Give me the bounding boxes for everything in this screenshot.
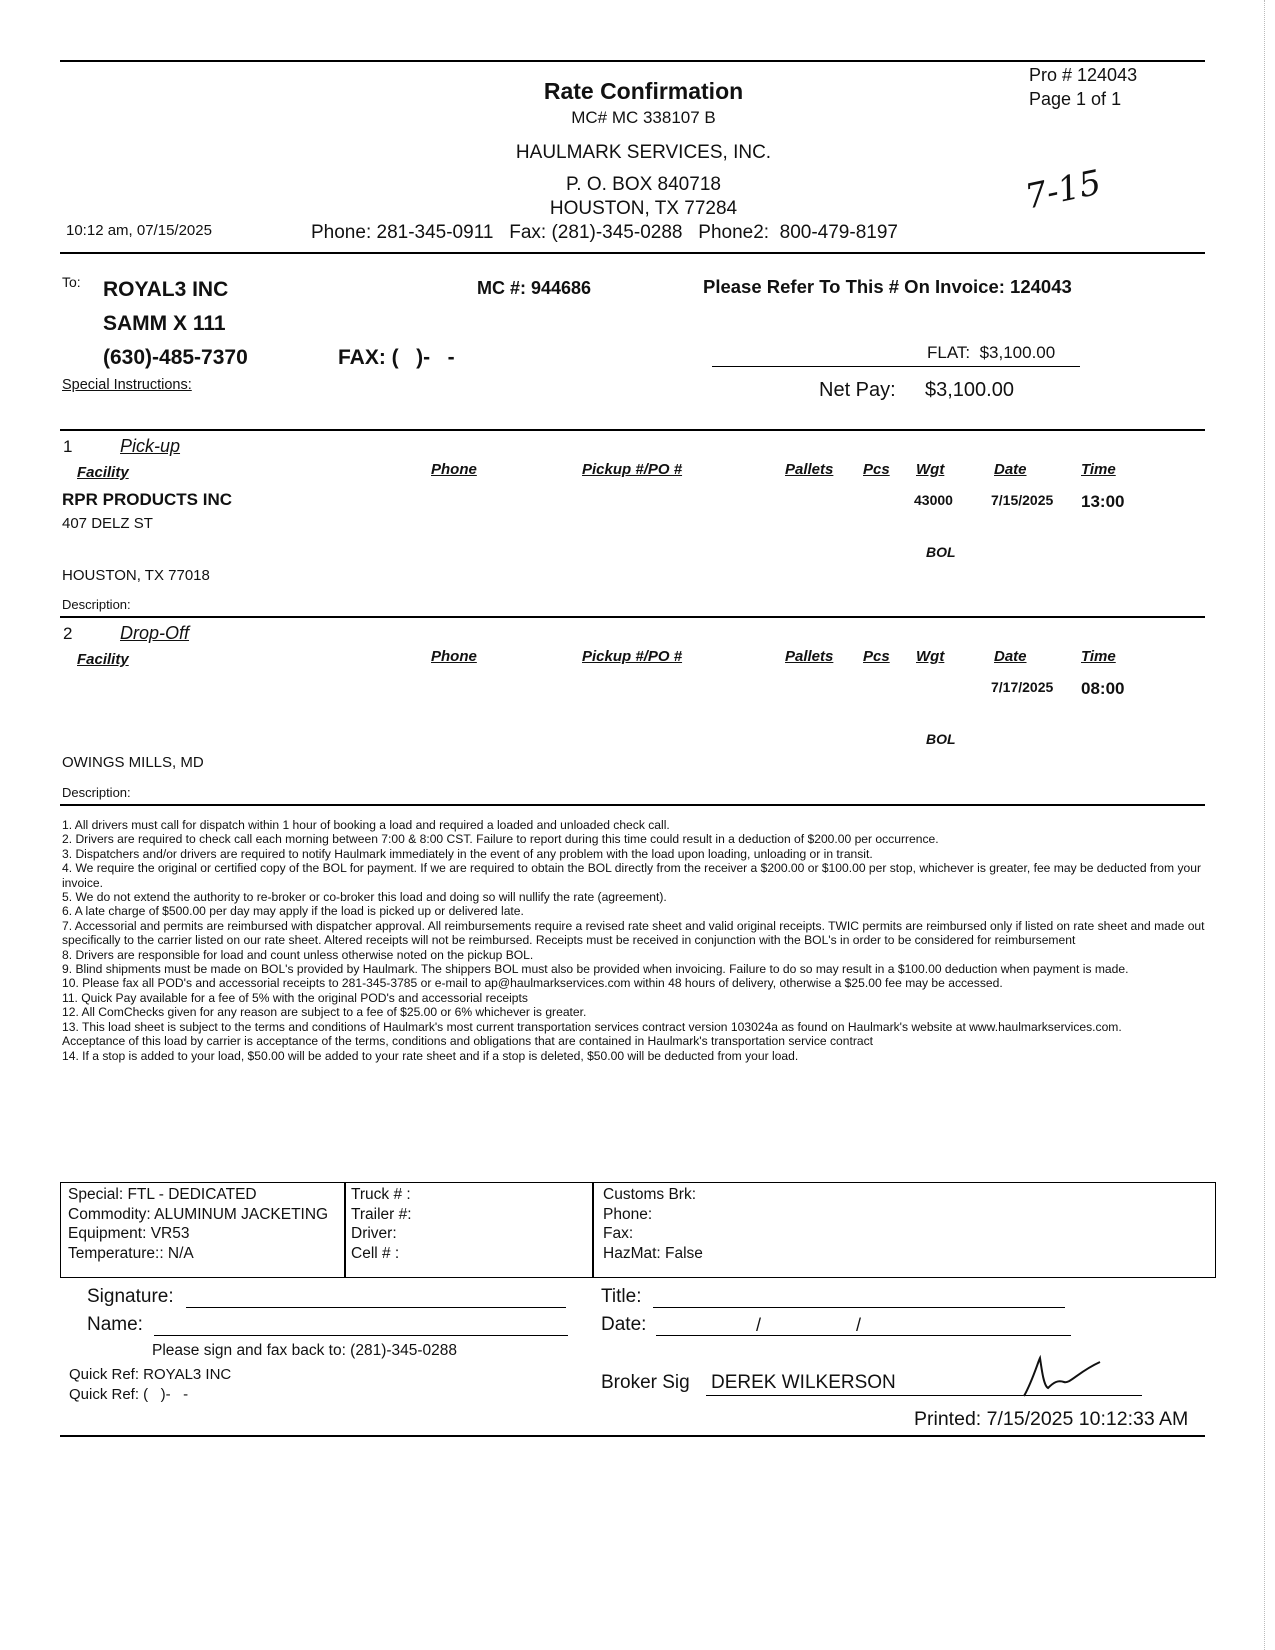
- flat-rate: FLAT: $3,100.00: [927, 343, 1056, 362]
- column-wgt: Wgt: [916, 648, 945, 665]
- special-instructions-label: Special Instructions:: [62, 377, 192, 393]
- broker-address-line1: P. O. BOX 840718: [566, 174, 721, 195]
- customs-fax-field: Fax:: [603, 1225, 634, 1242]
- stop-type: Pick-up: [120, 436, 181, 456]
- carrier-fax: FAX: ( )- -: [338, 346, 455, 369]
- term-item: 5. We do not extend the authority to re-broker or co-broker this load and doing so will nullify the rate (agreement).: [62, 890, 667, 905]
- term-item: 3. Dispatchers and/or drivers are required to notify Haulmark immediately in the event of any problem with the load upon loading, unloading or in transit.: [62, 846, 873, 861]
- trailer-field: Trailer #:: [351, 1205, 412, 1223]
- term-item: 10. Please fax all POD's and accessorial receipts to 281-345-3785 or e-mail to ap@haulmarkservices.com within 48 hours of delivery, otherwise a $25.00 fee may be accessed.: [62, 976, 1003, 991]
- rate-total-line: [712, 366, 1080, 367]
- quick-ref-fax: Quick Ref: ( )- -: [69, 1386, 189, 1403]
- column-pickup-po: Pickup #/PO #: [582, 648, 683, 665]
- load-info-col1: [68, 1185, 342, 1263]
- commodity-field: Commodity: ALUMINUM JACKETING: [68, 1205, 329, 1223]
- invoice-reference: Please Refer To This # On Invoice: 124043: [703, 276, 1072, 297]
- term-item: 2. Drivers are required to check call each morning between 7:00 & 8:00 CST. Failure to report during this time could result in a deduction of $200.00 per occurrence.: [62, 832, 939, 847]
- title-line[interactable]: [653, 1307, 1065, 1308]
- pro-number: Pro # 124043: [1029, 65, 1138, 85]
- facility-street: 407 DELZ ST: [62, 515, 153, 532]
- column-wgt: Wgt: [916, 461, 945, 478]
- net-pay-label: Net Pay:: [819, 379, 896, 401]
- term-item: 6. A late charge of $500.00 per day may apply if the load is picked up or delivered late.: [62, 904, 524, 919]
- term-item: 14. If a stop is added to your load, $50.00 will be added to your rate sheet and if a stop is deleted, $50.00 will be deducted from your load.: [62, 1048, 799, 1063]
- broker-signer-name: DEREK WILKERSON: [711, 1372, 896, 1393]
- broker-mc-number: MC# MC 338107 B: [571, 108, 716, 127]
- top-rule: [60, 60, 1205, 62]
- carrier-rule: [60, 429, 1205, 431]
- truck-field: Truck # :: [351, 1186, 411, 1203]
- stop-weight: 43000: [914, 492, 953, 508]
- term-item: 8. Drivers are responsible for load and count unless otherwise noted on the pickup BOL.: [62, 947, 534, 962]
- stop-type: Drop-Off: [120, 623, 190, 643]
- to-label: To:: [62, 274, 81, 290]
- term-item: Acceptance of this load by carrier is acceptance of the terms, conditions and obligations that are contained in Haulmark's transportation service contract: [62, 1034, 874, 1049]
- header-rule: [60, 252, 1205, 254]
- column-pcs: Pcs: [863, 461, 890, 478]
- column-time: Time: [1081, 461, 1116, 478]
- terms-rule: [60, 804, 1205, 806]
- scan-edge: [1264, 0, 1265, 1650]
- temperature-field: Temperature:: N/A: [68, 1244, 194, 1262]
- stop-rule: [60, 616, 1205, 618]
- name-label: Name:: [87, 1314, 143, 1335]
- load-info-col3: [603, 1185, 703, 1263]
- column-facility: Facility: [77, 464, 129, 481]
- facility-city: OWINGS MILLS, MD: [62, 754, 204, 771]
- customs-phone-field: Phone:: [603, 1205, 653, 1223]
- date-line[interactable]: [656, 1335, 1071, 1336]
- terms-and-conditions: [62, 818, 1212, 1063]
- name-line[interactable]: [154, 1335, 568, 1336]
- sign-fax-instructions: Please sign and fax back to: (281)-345-0288: [152, 1342, 458, 1359]
- description-label: Description:: [62, 597, 131, 612]
- stop-date: 7/17/2025: [991, 679, 1054, 695]
- stop-bol: BOL: [926, 544, 956, 560]
- term-item: 9. Blind shipments must be made on BOL's provided by Haulmark. The shippers BOL must also be provided when invoicing. Failure to do so may result in a $100.00 deduction when payment is made.: [62, 962, 1129, 977]
- carrier-phone: (630)-485-7370: [103, 346, 248, 369]
- column-phone: Phone: [431, 461, 477, 478]
- net-pay-amount: $3,100.00: [925, 379, 1014, 401]
- stop-time: 08:00: [1081, 679, 1125, 698]
- stop-number: 2: [63, 624, 73, 643]
- column-pcs: Pcs: [863, 648, 890, 665]
- signature-line[interactable]: [186, 1307, 566, 1308]
- column-phone: Phone: [431, 648, 477, 665]
- page-title: Rate Confirmation: [543, 78, 744, 104]
- column-facility: Facility: [77, 651, 129, 668]
- broker-address-line2: HOUSTON, TX 77284: [549, 198, 738, 219]
- term-item: 4. We require the original or certified copy of the BOL for payment. If we are required to obtain the BOL directly from the receiver a $200.00 or $100.00 per stop, whichever is greater, fee may be deducted from your invoice.: [62, 861, 1201, 890]
- column-date: Date: [994, 461, 1027, 478]
- load-info-divider: [344, 1182, 346, 1277]
- broker-signature-mark: [1018, 1352, 1108, 1402]
- column-pallets: Pallets: [785, 461, 834, 478]
- carrier-contact-name: SAMM X 111: [103, 312, 226, 335]
- cell-field: Cell # :: [351, 1244, 400, 1262]
- description-label: Description:: [62, 785, 131, 800]
- bottom-rule: [60, 1435, 1205, 1437]
- broker-contact-line: Phone: 281-345-0911 Fax: (281)-345-0288 Phone2: 800-479-8197: [311, 222, 898, 243]
- term-item: 7. Accessorial and permits are reimbursed with dispatcher approval. All reimbursements require a revised rate sheet and valid original receipts. TWIC permits are reimbursed only if listed on rate sheet and made out specifically to the carrier listed on our rate sheet. Altered receipts will not be reimbursed. Receipts must be received in conjunction with the BOL's in order to be considered for reimbursement: [62, 918, 1205, 948]
- driver-field: Driver:: [351, 1225, 397, 1242]
- column-pickup-po: Pickup #/PO #: [582, 461, 683, 478]
- broker-signature-label: Broker Sig: [601, 1372, 690, 1393]
- date-separator: /: [856, 1315, 862, 1335]
- equipment-field: Equipment: VR53: [68, 1225, 190, 1242]
- load-info-divider: [592, 1182, 594, 1277]
- stop-time: 13:00: [1081, 492, 1125, 511]
- facility-city: HOUSTON, TX 77018: [62, 567, 210, 584]
- print-timestamp: 10:12 am, 07/15/2025: [66, 222, 212, 239]
- special-field: Special: FTL - DEDICATED: [68, 1186, 257, 1203]
- term-item: 11. Quick Pay available for a fee of 5% with the original POD's and accessorial receipts: [62, 990, 528, 1005]
- facility-name: RPR PRODUCTS INC: [62, 490, 233, 509]
- term-item: 12. All ComChecks given for any reason are subject to a fee of $25.00 or 6% whichever is greater.: [62, 1005, 587, 1020]
- broker-company-name: HAULMARK SERVICES, INC.: [515, 142, 772, 163]
- stop-number: 1: [63, 437, 73, 456]
- customs-broker-field: Customs Brk:: [603, 1186, 697, 1203]
- column-date: Date: [994, 648, 1027, 665]
- column-time: Time: [1081, 648, 1116, 665]
- load-info-col2: [351, 1185, 412, 1263]
- term-item: 13. This load sheet is subject to the terms and conditions of Haulmark's most current transportation services contract version 103024a as found on Haulmark's website at www.haulmarkservices.com.: [62, 1019, 1122, 1034]
- handwritten-date-note: 7-15: [1021, 162, 1105, 218]
- column-pallets: Pallets: [785, 648, 834, 665]
- stop-date: 7/15/2025: [991, 492, 1054, 508]
- quick-ref-carrier: Quick Ref: ROYAL3 INC: [69, 1366, 232, 1383]
- hazmat-field: HazMat: False: [603, 1244, 703, 1262]
- title-label: Title:: [601, 1286, 642, 1307]
- carrier-name: ROYAL3 INC: [103, 278, 229, 301]
- printed-timestamp: Printed: 7/15/2025 10:12:33 AM: [914, 1408, 1189, 1430]
- carrier-mc-number: MC #: 944686: [477, 278, 592, 298]
- date-separator: /: [756, 1315, 762, 1335]
- stop-bol: BOL: [926, 731, 956, 747]
- page-count: Page 1 of 1: [1029, 89, 1122, 109]
- signature-label: Signature:: [87, 1286, 174, 1307]
- date-label: Date:: [601, 1314, 647, 1335]
- term-item: 1. All drivers must call for dispatch within 1 hour of booking a load and required a loaded and unloaded check call.: [62, 818, 670, 832]
